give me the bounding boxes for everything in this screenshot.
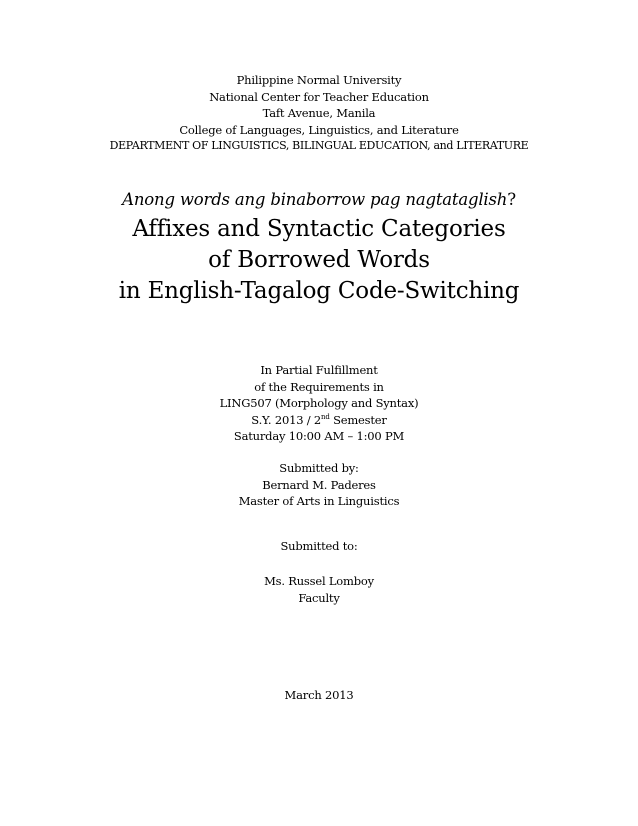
submitted-by-label: Submitted by:	[279, 461, 359, 475]
subtitle-italic: Anong words ang binaborrow pag nagtataglish	[122, 190, 508, 209]
subtitle-question	[0, 188, 638, 212]
address: Taft Avenue, Manila	[262, 106, 376, 120]
subtitle-punctuation: ?	[507, 190, 516, 209]
course-code: LING507 (Morphology and Syntax)	[219, 396, 419, 410]
ordinal-suffix: nd	[321, 412, 330, 421]
center-name: National Center for Teacher Education	[209, 89, 429, 104]
institution-header	[0, 72, 638, 155]
title-line-1: Affixes and Syntactic Categories	[132, 216, 506, 242]
class-schedule: Saturday 10:00 AM – 1:00 PM	[233, 429, 405, 443]
faculty-role: Faculty	[298, 590, 340, 605]
author-degree: Master of Arts in Linguistics	[238, 494, 400, 508]
department-name: DEPARTMENT OF LINGUISTICS, BILINGUAL EDUCATION, and LITERATURE	[109, 139, 529, 152]
submitted-to-label: Submitted to:	[280, 539, 358, 553]
school-year	[0, 412, 638, 429]
college-name: College of Languages, Linguistics, and Literature	[179, 122, 459, 137]
fulfillment-line-2: of the Requirements in	[254, 379, 384, 394]
title-line-3: in English-Tagalog Code-Switching	[118, 278, 520, 304]
submitted-by-block	[0, 460, 638, 510]
submission-date-block	[0, 687, 638, 704]
faculty-block	[0, 573, 638, 606]
fulfillment-line-1: In Partial Fulfillment	[260, 363, 378, 377]
school-year-prefix: S.Y. 2013 / 2	[251, 412, 322, 427]
faculty-name: Ms. Russel Lomboy	[264, 574, 374, 588]
submitted-to-block	[0, 538, 638, 555]
paper-title	[0, 214, 638, 307]
submission-date: March 2013	[284, 688, 354, 702]
title-line-2: of Borrowed Words	[208, 247, 430, 273]
university-name: Philippine Normal University	[236, 73, 402, 87]
semester-label: Semester	[329, 412, 387, 427]
fulfillment-block	[0, 362, 638, 445]
author-name: Bernard M. Paderes	[262, 477, 376, 492]
